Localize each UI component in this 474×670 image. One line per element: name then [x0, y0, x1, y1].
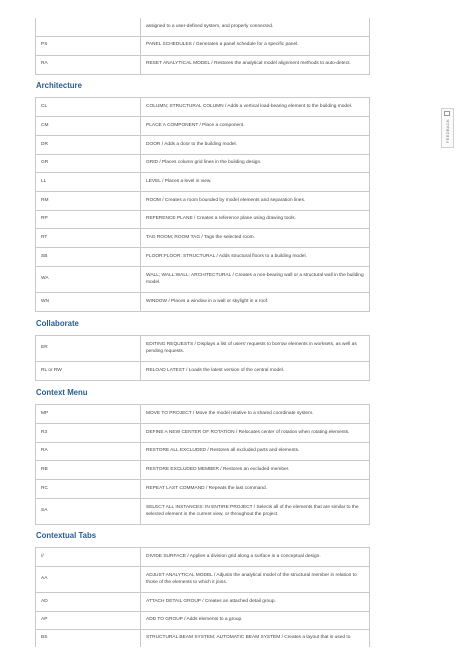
table-row [36, 229, 370, 248]
shortcut-key: ER [36, 336, 141, 362]
shortcut-description: ATTACH DETAIL GROUP / Creates an attached detail group. [141, 593, 370, 612]
shortcut-description: DEFINE A NEW CENTER OF ROTATION / Relocates center of rotation when rotating elements. [141, 424, 370, 443]
shortcut-key: PS [36, 36, 141, 55]
shortcut-key: DR [36, 136, 141, 155]
table-row [36, 548, 370, 567]
table-row [36, 612, 370, 630]
shortcut-description: REPEAT LAST COMMAND / Repeats the last command. [141, 480, 370, 499]
shortcut-key: RP [36, 211, 141, 229]
table-row [36, 461, 370, 480]
table-row [36, 36, 370, 55]
table-row [36, 593, 370, 612]
shortcut-key: R3 [36, 424, 141, 443]
shortcut-table-contextual-tabs [35, 547, 370, 647]
shortcut-key: RM [36, 192, 141, 211]
shortcut-key: LL [36, 173, 141, 192]
shortcut-key: AA [36, 567, 141, 593]
section-heading-collaborate: Collaborate [36, 319, 79, 328]
shortcut-key: SB [36, 248, 141, 267]
shortcut-key: AP [36, 612, 141, 630]
shortcut-description: ADJUST ANALYTICAL MODEL / Adjusts the analytical model of the structural member in relation to those of the elements to which it joins. [141, 567, 370, 593]
shortcut-description: MOVE TO PROJECT / Move the model relative to a shared coordinate system. [141, 405, 370, 424]
shortcut-key: AD [36, 593, 141, 612]
shortcut-description: FLOOR:FLOOR: STRUCTURAL / Adds structural floors to a building model. [141, 248, 370, 267]
feedback-icon [444, 111, 450, 116]
shortcut-description: COLUMN; STRUCTURAL COLUMN / Adds a vertical load-bearing element to the building model. [141, 98, 370, 117]
shortcut-description: GRID / Places column grid lines in the building design. [141, 155, 370, 173]
shortcut-description: EDITING REQUESTS / Displays a list of users' requests to borrow elements in worksets, as well as pending requests. [141, 336, 370, 362]
table-row [36, 18, 370, 36]
shortcut-description: PLACE A COMPONENT / Place a component. [141, 117, 370, 136]
shortcut-description: RESTORE EXCLUDED MEMBER / Restores an excluded member. [141, 461, 370, 480]
table-row [36, 117, 370, 136]
shortcut-description: TAG ROOM; ROOM TAG / Tags the selected room. [141, 229, 370, 248]
table-row [36, 155, 370, 173]
shortcut-description: RESET ANALYTICAL MODEL / Restores the analytical model alignment methods to auto-detect. [141, 55, 370, 74]
table-row [36, 248, 370, 267]
shortcut-description: RELOAD LATEST / Loads the latest version of the central model. [141, 362, 370, 381]
shortcut-key: RB [36, 461, 141, 480]
shortcut-description: REFERENCE PLANE / Creates a reference plane using drawing tools. [141, 211, 370, 229]
table-row [36, 480, 370, 499]
shortcut-key: MP [36, 405, 141, 424]
shortcut-description: SELECT ALL INSTANCES: IN ENTIRE PROJECT / Selects all of the elements that are similar to the selected element in the current view, or throughout the project. [141, 499, 370, 525]
shortcut-key: SA [36, 499, 141, 525]
table-row [36, 192, 370, 211]
shortcut-key: RA [36, 443, 141, 461]
table-row [36, 443, 370, 461]
shortcut-key: GR [36, 155, 141, 173]
table-row [36, 211, 370, 229]
shortcut-key: RL or RW [36, 362, 141, 381]
shortcut-key: CL [36, 98, 141, 117]
shortcut-key: // [36, 548, 141, 567]
shortcut-key: RA [36, 55, 141, 74]
table-row [36, 267, 370, 293]
shortcut-key: WN [36, 293, 141, 312]
table-row [36, 499, 370, 525]
table-row [36, 630, 370, 647]
shortcut-description: WALL; WALL:WALL: ARCHITECTURAL / Creates a non-bearing wall or a structural wall in the building model. [141, 267, 370, 293]
shortcut-description: assigned to a user-defined system, and properly connected. [141, 18, 370, 36]
shortcut-key: CM [36, 117, 141, 136]
shortcut-description: DIVIDE SURFACE / Applies a division grid along a surface in a conceptual design. [141, 548, 370, 567]
section-heading-context-menu: Context Menu [36, 388, 88, 397]
shortcut-description: STRUCTURAL BEAM SYSTEM; AUTOMATIC BEAM SYSTEM / Creates a layout that is used to [141, 630, 370, 647]
table-row [36, 136, 370, 155]
table-row [36, 336, 370, 362]
section-heading-architecture: Architecture [36, 81, 82, 90]
shortcut-description: WINDOW / Places a window in a wall or skylight in a roof. [141, 293, 370, 312]
shortcut-description: PANEL SCHEDULES / Generates a panel schedule for a specific panel. [141, 36, 370, 55]
feedback-tab[interactable] [441, 108, 454, 148]
table-row [36, 173, 370, 192]
shortcut-key: BS [36, 630, 141, 647]
shortcut-description: ROOM / Creates a room bounded by model elements and separation lines. [141, 192, 370, 211]
shortcut-description: RESTORE ALL EXCLUDED / Restores all excluded parts and elements. [141, 443, 370, 461]
shortcut-description: ADD TO GROUP / Adds elements to a group. [141, 612, 370, 630]
shortcut-table-context-menu [35, 404, 370, 525]
table-row [36, 293, 370, 312]
table-row [36, 55, 370, 74]
table-row [36, 405, 370, 424]
shortcut-description: LEVEL / Places a level in view. [141, 173, 370, 192]
shortcut-table-architecture [35, 97, 370, 312]
section-heading-contextual-tabs: Contextual Tabs [36, 531, 97, 540]
feedback-label: FEEDBACK [445, 119, 450, 143]
shortcut-key: RT [36, 229, 141, 248]
table-row [36, 98, 370, 117]
table-row [36, 362, 370, 381]
table-row [36, 567, 370, 593]
shortcut-key: RC [36, 480, 141, 499]
shortcut-key [36, 18, 141, 36]
shortcut-description: DOOR / Adds a door to the building model. [141, 136, 370, 155]
shortcut-table-collaborate [35, 335, 370, 381]
shortcut-table-top [35, 18, 370, 75]
shortcut-key: WA [36, 267, 141, 293]
table-row [36, 424, 370, 443]
